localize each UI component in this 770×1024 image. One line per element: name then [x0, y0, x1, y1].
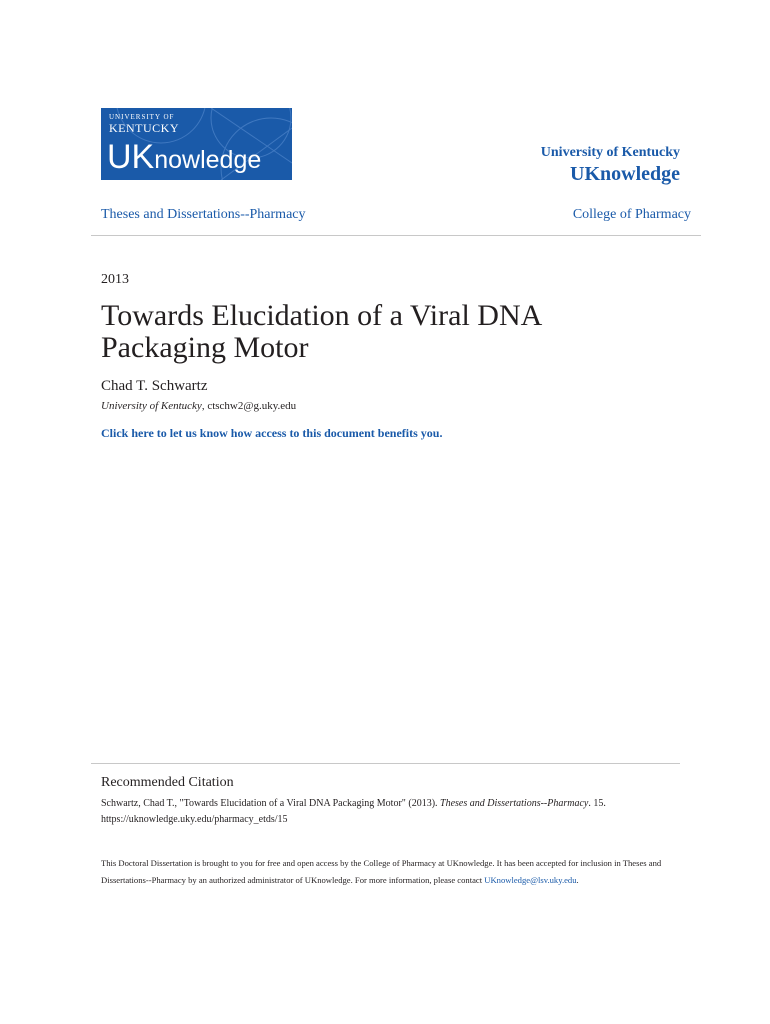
series-link[interactable]: Theses and Dissertations--Pharmacy [101, 207, 306, 222]
contact-email-link[interactable]: UKnowledge@lsv.uky.edu [484, 875, 577, 885]
logo-university-of: UNIVERSITY OF [109, 113, 175, 121]
affiliation-institution: University of Kentucky [101, 400, 202, 412]
citation-text [101, 796, 661, 828]
author-name[interactable]: Chad T. Schwartz [101, 378, 208, 394]
notice-text: This Doctoral Dissertation is brought to you for free and open access by the College of Pharmacy at UKnowledge. It has been accepted for inclusion in Theses and Dissertations--Pharmacy by an authorized administrator of UKnowledge. For more information, please contact [101, 858, 662, 885]
document-title: Towards Elucidation of a Viral DNA Packaging Motor [101, 299, 541, 364]
citation-plain: Schwartz, Chad T., "Towards Elucidation of a Viral DNA Packaging Motor" (2013). [101, 798, 441, 809]
access-notice [101, 855, 681, 889]
logo-wordmark [107, 138, 261, 179]
citation-series: Theses and Dissertations--Pharmacy [440, 798, 589, 809]
logo-nowledge: nowledge [154, 146, 262, 174]
header-divider [91, 235, 701, 236]
publication-year: 2013 [101, 272, 129, 287]
notice-end: . [576, 875, 579, 885]
benefit-feedback-link[interactable]: Click here to let us know how access to this document benefits you. [101, 426, 443, 440]
citation-divider [91, 763, 680, 764]
university-name[interactable]: University of Kentucky [540, 145, 680, 160]
repository-name[interactable]: UKnowledge [570, 163, 680, 185]
affiliation-email: , ctschw2@g.uky.edu [201, 400, 297, 412]
logo-kentucky: KENTUCKY [109, 121, 179, 135]
citation-heading: Recommended Citation [101, 775, 234, 790]
logo-uk-letters: UK [107, 138, 155, 176]
citation-url[interactable]: https://uknowledge.uky.edu/pharmacy_etds/15 [101, 814, 288, 825]
citation-number: . 15. [588, 798, 606, 809]
author-affiliation [101, 400, 296, 412]
college-link[interactable]: College of Pharmacy [572, 207, 691, 222]
uknowledge-logo[interactable] [101, 108, 292, 180]
